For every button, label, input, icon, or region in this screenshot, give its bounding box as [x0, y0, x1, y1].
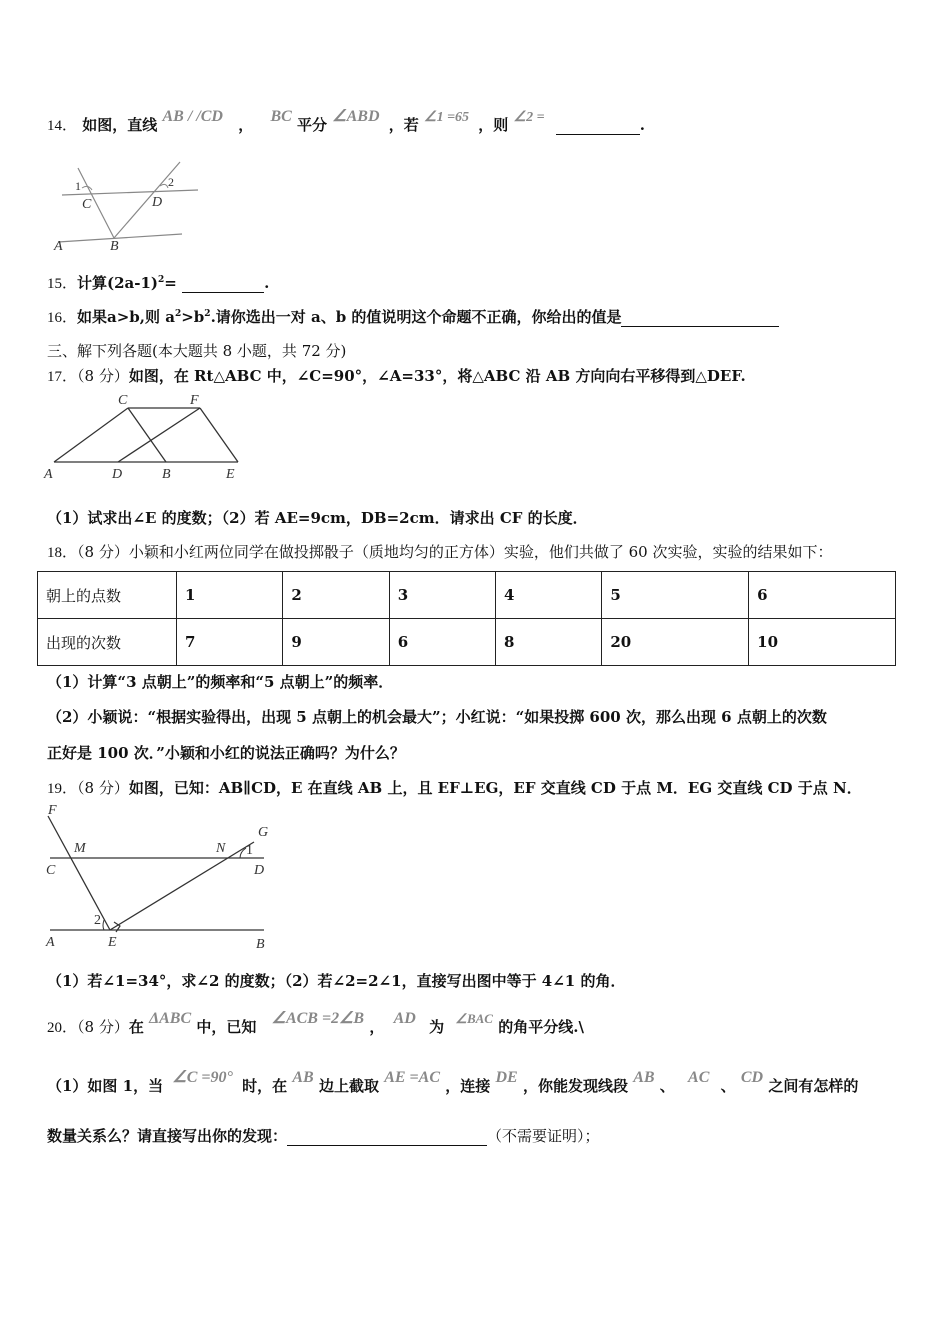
q20-math-acb-2b: ∠ACB =2∠B	[271, 1010, 365, 1027]
q20-score: （8 分）	[77, 1018, 129, 1036]
table-row	[38, 572, 896, 619]
q20-sub1-text-3: 边上截取	[318, 1077, 379, 1095]
section-3-heading: 三、解下列各题(本大题共 8 小题，共 72 分)	[47, 342, 347, 360]
q20-sub1-text-5: ，你能发现线段	[522, 1077, 628, 1095]
q14-text-6: .	[639, 116, 646, 134]
q17-label-b: B	[162, 467, 171, 482]
q17-line	[47, 365, 746, 386]
q18-sub2a: （2）小颖说：“根据实验得出，出现 5 点朝上的机会最大”；小红说：“如果投掷 600 次，那么出现 6 点朝上的次数	[47, 708, 827, 726]
q19-label-d: D	[254, 863, 265, 878]
q16-text-1: 如果a>b,则 a	[77, 308, 175, 326]
q19-line-eg	[110, 842, 254, 930]
q18-cell: 8	[496, 619, 602, 666]
q20-math-triangle-abc: ΔABC	[149, 1010, 192, 1027]
q15-text-1: 计算(2a-1)	[77, 274, 159, 292]
q18-cell: 4	[496, 572, 602, 619]
q20-text-4: 为	[429, 1018, 445, 1036]
q19-label-c: C	[46, 863, 56, 878]
q16-text-2: >b	[181, 308, 205, 326]
q14-line-cd	[62, 190, 198, 195]
q14-angle2-arc	[160, 184, 168, 188]
q17-number: 17．	[47, 369, 78, 385]
q20-text-2: 中，已知	[196, 1018, 257, 1036]
q18-sub2b: 正好是 100 次．”小颖和小红的说法正确吗？为什么？	[47, 744, 405, 762]
q20-sub1-text-7: 、	[720, 1077, 736, 1095]
q20-line	[47, 1010, 584, 1037]
q20-sub1-text-10: （不需要证明）；	[487, 1127, 600, 1145]
q14-label-a: A	[54, 239, 63, 254]
q19-score: （8 分）	[77, 779, 129, 797]
q16-superscript-2: 2	[204, 309, 211, 319]
q20-math-ad: AD	[393, 1010, 416, 1027]
q20-sub1-line-2	[47, 1125, 600, 1146]
q16-line	[47, 306, 779, 327]
q19-number: 19．	[47, 781, 78, 797]
q14-text-5: ，则	[478, 116, 509, 134]
q17-line-cb	[128, 408, 166, 462]
q15-superscript: 2	[158, 275, 165, 285]
q14-label-c: C	[82, 197, 92, 212]
q19-label-g: G	[258, 825, 269, 840]
q20-text-3: ，	[369, 1018, 385, 1036]
q14-text-1: 如图，直线	[82, 116, 158, 134]
q15-line	[47, 272, 269, 293]
q14-line-bd	[114, 162, 180, 238]
q18-sub1: （1）计算“3 点朝上”的频率和“5 点朝上”的频率．	[47, 673, 394, 691]
q20-math-ab-2: AB	[633, 1069, 655, 1086]
q20-math-angle-bac: ∠BAC	[455, 1011, 493, 1026]
q20-text-5: 的角平分线.\	[498, 1018, 584, 1036]
q16-number: 16．	[47, 310, 78, 326]
q20-answer-blank[interactable]	[287, 1127, 487, 1146]
q14-text-3: 平分	[297, 116, 328, 134]
q19-subquestions: （1）若∠1=34°，求∠2 的度数；（2）若∠2=2∠1，直接写出图中等于 4∠1 的角．	[47, 972, 626, 990]
q17-label-c: C	[118, 393, 128, 408]
q20-math-ae-ac: AE =AC	[384, 1069, 440, 1086]
q18-cell: 9	[283, 619, 389, 666]
q18-cell: 3	[389, 572, 495, 619]
q14-line-ab	[58, 234, 182, 242]
q19-label-f: F	[48, 803, 57, 818]
q17-line-df	[118, 408, 200, 462]
q15-text-3: .	[264, 274, 270, 292]
q15-number: 15．	[47, 276, 78, 292]
q17-line-fe	[200, 408, 238, 462]
q17-figure	[42, 390, 246, 482]
q18-cell: 1	[177, 572, 283, 619]
q14-math-angle2: ∠2 =	[513, 110, 545, 125]
q18-row2-header: 出现的次数	[38, 619, 177, 666]
q18-row1-header: 朝上的点数	[38, 572, 177, 619]
q19-label-b: B	[256, 937, 265, 952]
q18-cell: 6	[749, 572, 896, 619]
q14-answer-blank[interactable]	[556, 116, 640, 135]
q14-math-angle-abd: ∠ABD	[332, 108, 380, 125]
q19-label-2: 2	[94, 913, 101, 928]
q17-subquestions: （1）试求出∠E 的度数；（2）若 AE=9cm，DB=2cm．请求出 CF 的长度．	[47, 509, 588, 527]
q18-cell: 2	[283, 572, 389, 619]
q17-label-e: E	[226, 467, 235, 482]
q18-cell: 20	[602, 619, 749, 666]
q14-math-angle1: ∠1 =65	[424, 110, 470, 125]
q19-line	[47, 777, 862, 798]
q14-text-4: ，若	[388, 116, 419, 134]
q14-label-b: B	[110, 239, 119, 254]
q20-sub1-text-6: 、	[659, 1077, 675, 1095]
q14-label-2: 2	[168, 175, 174, 189]
q18-results-table	[37, 571, 896, 666]
q15-answer-blank[interactable]	[182, 274, 264, 293]
q18-number: 18．	[47, 545, 78, 561]
q16-answer-blank[interactable]	[621, 308, 779, 327]
q16-superscript-1: 2	[174, 309, 182, 319]
q20-math-de: DE	[495, 1069, 518, 1086]
q20-sub1-text-1: （1）如图 1，当	[47, 1077, 164, 1095]
q15-text-2: =	[164, 274, 183, 292]
table-row	[38, 619, 896, 666]
q19-label-e: E	[108, 935, 117, 950]
q20-math-cd: CD	[740, 1069, 764, 1086]
q17-line-ac	[54, 408, 128, 462]
q20-sub1-text-8: 之间有怎样的	[768, 1077, 859, 1095]
q14-math-ab-parallel-cd: AB / /CD	[162, 108, 223, 125]
q17-text: 如图，在 Rt△ABC 中，∠C=90°，∠A=33°，将△ABC 沿 AB 方向向右平移得到△DEF.	[128, 367, 746, 385]
q19-figure	[40, 802, 280, 952]
q19-angle2-arc	[103, 920, 104, 930]
q17-score: （8 分）	[77, 367, 129, 385]
q19-text: 如图，已知：AB∥CD，E 在直线 AB 上，且 EF⊥EG，EF 交直线 CD 于点 M．EG 交直线 CD 于点 N．	[128, 779, 862, 797]
q20-math-c90: ∠C =90°	[172, 1069, 233, 1086]
q20-sub1-text-9: 数量关系么？请直接写出你的发现：	[47, 1127, 288, 1145]
q20-sub1-line	[47, 1069, 859, 1096]
q18-text: 小颖和小红两位同学在做投掷骰子（质地均匀的正方体）实验，他们共做了 60 次实验，实验的结果如下：	[128, 543, 833, 561]
q20-math-ab-1: AB	[292, 1069, 314, 1086]
q18-cell: 7	[177, 619, 283, 666]
q18-cell: 10	[749, 619, 896, 666]
q14-label-1: 1	[75, 179, 81, 193]
q14-text-2: ，	[238, 116, 254, 134]
q19-label-1: 1	[246, 843, 253, 858]
q20-sub1-text-4: ，连接	[445, 1077, 491, 1095]
q19-label-n: N	[216, 841, 226, 856]
q18-score: （8 分）	[77, 543, 129, 561]
q14-label-d: D	[152, 195, 163, 210]
q18-cell: 5	[602, 572, 749, 619]
q20-text-1: 在	[128, 1018, 144, 1036]
q19-label-m: M	[74, 841, 86, 856]
q18-cell: 6	[389, 619, 495, 666]
q14-figure	[52, 158, 202, 254]
q19-label-a: A	[46, 935, 55, 950]
q20-math-ac: AC	[688, 1069, 710, 1086]
q16-text-3: .请你选出一对 a、b 的值说明这个命题不正确，你给出的值是	[210, 308, 622, 326]
q14-line	[47, 108, 646, 135]
q14-number: 14．	[47, 118, 78, 134]
q14-math-bc: BC	[270, 108, 292, 125]
q17-label-d: D	[112, 467, 123, 482]
q18-line	[47, 541, 832, 562]
q20-sub1-text-2: 时，在	[242, 1077, 288, 1095]
q20-number: 20．	[47, 1020, 78, 1036]
q17-label-a: A	[44, 467, 53, 482]
q14-angle1-arc	[82, 186, 92, 190]
q17-label-f: F	[190, 393, 199, 408]
